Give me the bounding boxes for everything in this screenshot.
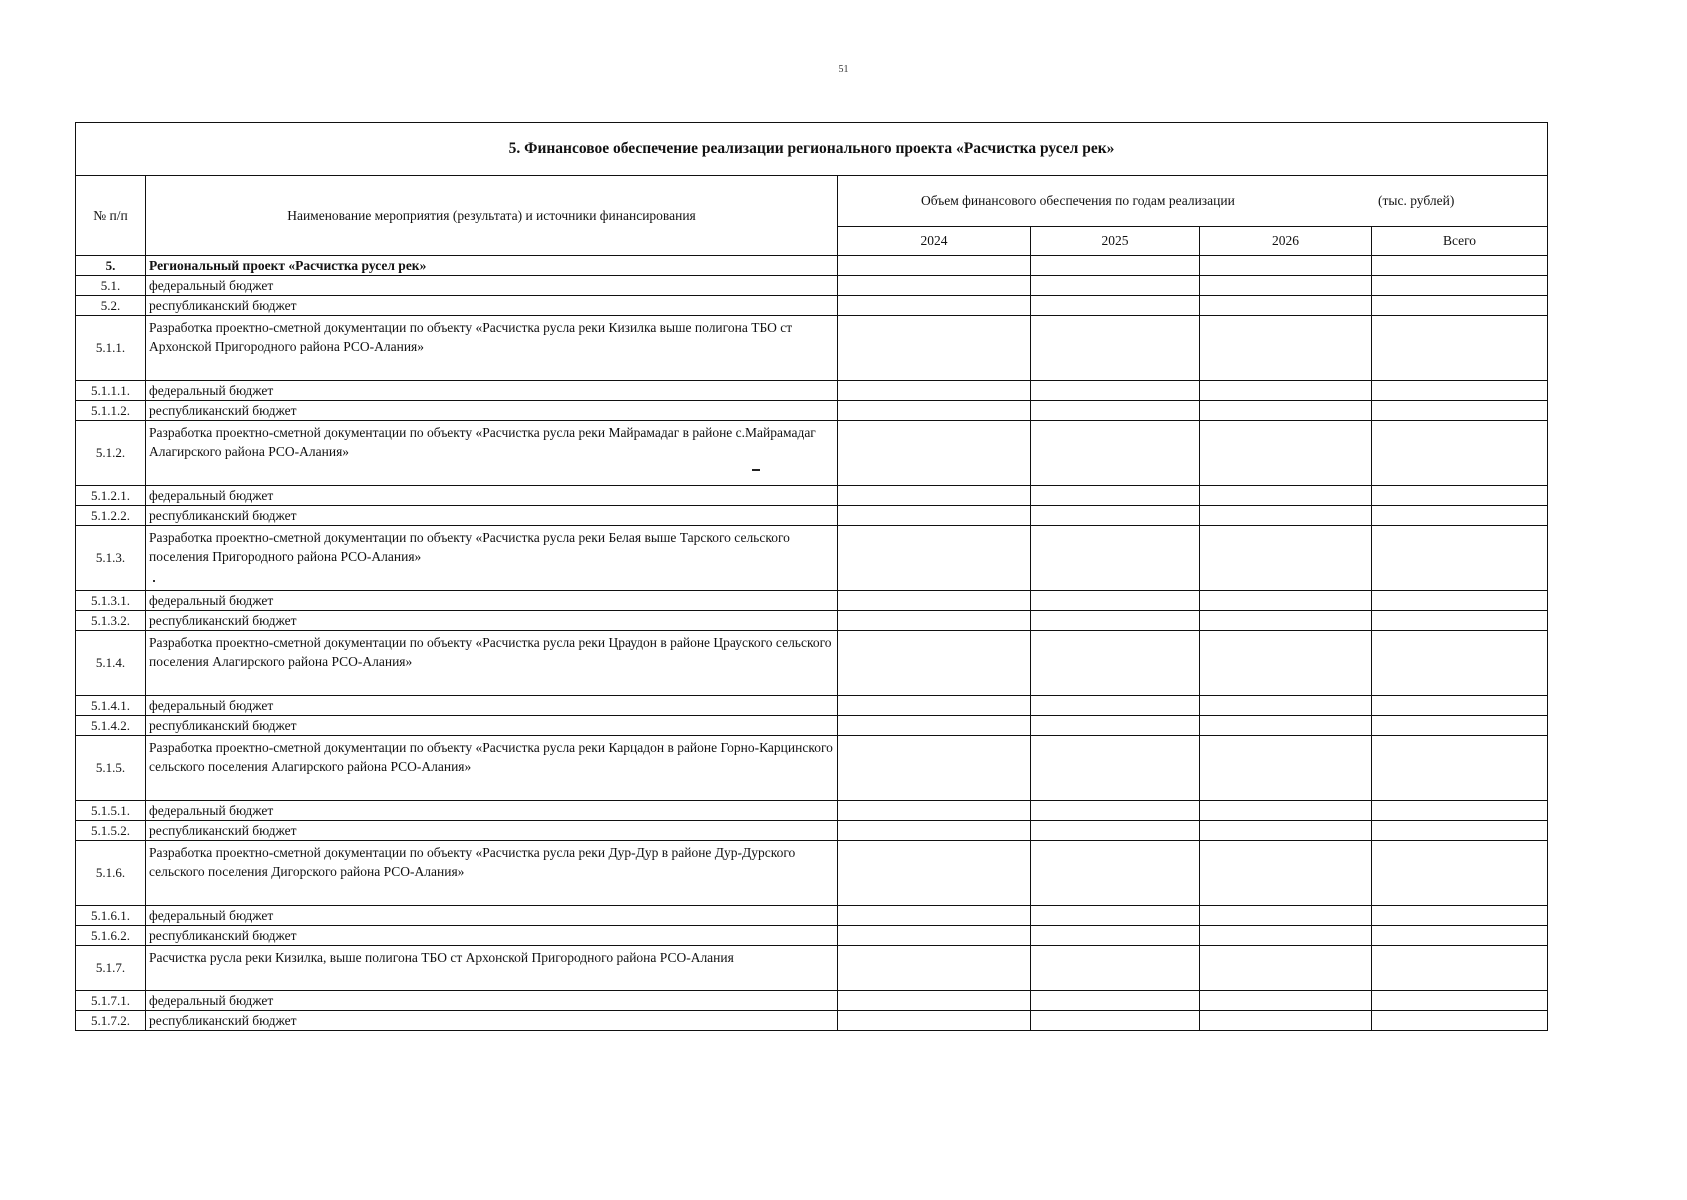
cell-total [1372, 946, 1548, 991]
row-number: 5. [76, 256, 146, 276]
row-name: республиканский бюджет [146, 1011, 838, 1031]
cell-2026 [1200, 401, 1372, 421]
table-row [76, 486, 1548, 506]
row-number: 5.1.4. [76, 631, 146, 696]
cell-2025 [1031, 716, 1200, 736]
table-row [76, 316, 1548, 381]
table-row [76, 381, 1548, 401]
cell-2025 [1031, 906, 1200, 926]
cell-2026 [1200, 296, 1372, 316]
table-row [76, 906, 1548, 926]
cell-2024 [838, 401, 1031, 421]
row-name: Расчистка русла реки Кизилка, выше полигона ТБО ст Архонской Пригородного района РСО-Алания [146, 946, 838, 991]
table-row [76, 841, 1548, 906]
row-number: 5.1.1. [76, 316, 146, 381]
row-name: федеральный бюджет [146, 801, 838, 821]
row-number: 5.1. [76, 276, 146, 296]
row-number: 5.1.4.2. [76, 716, 146, 736]
row-number: 5.1.7.1. [76, 991, 146, 1011]
cell-2024 [838, 1011, 1031, 1031]
table-row [76, 526, 1548, 591]
cell-total [1372, 506, 1548, 526]
cell-2025 [1031, 821, 1200, 841]
cell-total [1372, 736, 1548, 801]
cell-total [1372, 256, 1548, 276]
table-title: 5. Финансовое обеспечение реализации регионального проекта «Расчистка русел рек» [76, 123, 1548, 176]
cell-2026 [1200, 486, 1372, 506]
cell-2024 [838, 421, 1031, 486]
cell-2026 [1200, 421, 1372, 486]
cell-total [1372, 381, 1548, 401]
cell-2025 [1031, 946, 1200, 991]
row-number: 5.2. [76, 296, 146, 316]
cell-total [1372, 926, 1548, 946]
cell-2026 [1200, 276, 1372, 296]
row-name: федеральный бюджет [146, 591, 838, 611]
financing-table-wrap [75, 122, 1547, 1031]
table-row [76, 946, 1548, 991]
cell-2025 [1031, 736, 1200, 801]
cell-2025 [1031, 381, 1200, 401]
row-number: 5.1.6. [76, 841, 146, 906]
cell-2024 [838, 381, 1031, 401]
cell-2026 [1200, 526, 1372, 591]
cell-total [1372, 906, 1548, 926]
cell-2026 [1200, 506, 1372, 526]
row-name: Разработка проектно-сметной документации по объекту «Расчистка русла реки Майрамадаг в районе с.Майрамадаг Алагирского района РСО-Алания» [146, 421, 838, 486]
cell-2026 [1200, 1011, 1372, 1031]
row-number: 5.1.2.2. [76, 506, 146, 526]
cell-2025 [1031, 801, 1200, 821]
table-row [76, 611, 1548, 631]
cell-2026 [1200, 991, 1372, 1011]
cell-total [1372, 716, 1548, 736]
cell-2025 [1031, 926, 1200, 946]
cell-2025 [1031, 276, 1200, 296]
cell-2025 [1031, 486, 1200, 506]
cell-2025 [1031, 401, 1200, 421]
cell-2026 [1200, 611, 1372, 631]
cell-2026 [1200, 926, 1372, 946]
col-number-header: № п/п [76, 176, 146, 256]
cell-2024 [838, 276, 1031, 296]
cell-2024 [838, 716, 1031, 736]
table-row [76, 256, 1548, 276]
row-name: республиканский бюджет [146, 926, 838, 946]
cell-2025 [1031, 506, 1200, 526]
table-row [76, 696, 1548, 716]
cell-total [1372, 631, 1548, 696]
row-number: 5.1.2. [76, 421, 146, 486]
table-row [76, 991, 1548, 1011]
cell-2024 [838, 946, 1031, 991]
cell-2024 [838, 316, 1031, 381]
row-number: 5.1.1.1. [76, 381, 146, 401]
cell-total [1372, 421, 1548, 486]
row-name: Разработка проектно-сметной документации по объекту «Расчистка русла реки Карцадон в районе Горно-Карцинского сельского поселения Алагирского района РСО-Алания» [146, 736, 838, 801]
table-row [76, 736, 1548, 801]
cell-total [1372, 841, 1548, 906]
cell-2026 [1200, 696, 1372, 716]
cell-total [1372, 821, 1548, 841]
volume-header-text: Объем финансового обеспечения по годам реализации [921, 193, 1235, 208]
cell-2026 [1200, 906, 1372, 926]
cell-total [1372, 486, 1548, 506]
cell-2025 [1031, 591, 1200, 611]
cell-2026 [1200, 381, 1372, 401]
row-number: 5.1.4.1. [76, 696, 146, 716]
cell-total [1372, 276, 1548, 296]
table-row [76, 821, 1548, 841]
cell-2025 [1031, 841, 1200, 906]
cell-2026 [1200, 946, 1372, 991]
row-name: республиканский бюджет [146, 716, 838, 736]
col-name-header: Наименование мероприятия (результата) и источники финансирования [146, 176, 838, 256]
row-name: федеральный бюджет [146, 696, 838, 716]
col-volume-header [838, 176, 1548, 227]
row-name: Разработка проектно-сметной документации по объекту «Расчистка русла реки Кизилка выше полигона ТБО ст Архонской Пригородного района РСО-Алания» [146, 316, 838, 381]
row-name: республиканский бюджет [146, 401, 838, 421]
cell-2024 [838, 906, 1031, 926]
cell-2026 [1200, 256, 1372, 276]
table-row [76, 926, 1548, 946]
row-name: республиканский бюджет [146, 611, 838, 631]
year-header-2024: 2024 [838, 227, 1031, 256]
row-name: федеральный бюджет [146, 486, 838, 506]
row-number: 5.1.7. [76, 946, 146, 991]
cell-total [1372, 801, 1548, 821]
cell-2024 [838, 506, 1031, 526]
cell-2026 [1200, 801, 1372, 821]
cell-total [1372, 991, 1548, 1011]
row-number: 5.1.5.1. [76, 801, 146, 821]
row-number: 5.1.3.2. [76, 611, 146, 631]
cell-total [1372, 591, 1548, 611]
cell-2024 [838, 696, 1031, 716]
row-number: 5.1.6.1. [76, 906, 146, 926]
cell-2024 [838, 486, 1031, 506]
cell-2025 [1031, 1011, 1200, 1031]
table-row [76, 401, 1548, 421]
cell-total [1372, 1011, 1548, 1031]
cell-2025 [1031, 526, 1200, 591]
table-row [76, 591, 1548, 611]
cell-total [1372, 316, 1548, 381]
cell-2026 [1200, 316, 1372, 381]
row-name: Разработка проектно-сметной документации по объекту «Расчистка русла реки Дур-Дур в районе Дур-Дурского сельского поселения Дигорского района РСО-Алания» [146, 841, 838, 906]
row-name: республиканский бюджет [146, 821, 838, 841]
table-row [76, 801, 1548, 821]
cell-2026 [1200, 631, 1372, 696]
cell-total [1372, 296, 1548, 316]
cell-2025 [1031, 421, 1200, 486]
cell-2024 [838, 801, 1031, 821]
table-row [76, 716, 1548, 736]
cell-2026 [1200, 716, 1372, 736]
year-header-2025: 2025 [1031, 227, 1200, 256]
year-header-total: Всего [1372, 227, 1548, 256]
row-number: 5.1.6.2. [76, 926, 146, 946]
row-name: федеральный бюджет [146, 381, 838, 401]
cell-total [1372, 401, 1548, 421]
row-number: 5.1.3.1. [76, 591, 146, 611]
cell-2025 [1031, 696, 1200, 716]
cell-2024 [838, 926, 1031, 946]
cell-2024 [838, 591, 1031, 611]
volume-unit-text: (тыс. рублей) [1378, 193, 1455, 208]
table-row [76, 506, 1548, 526]
scan-dot [153, 580, 155, 582]
cell-total [1372, 611, 1548, 631]
financing-table [75, 122, 1548, 1031]
cell-2026 [1200, 591, 1372, 611]
table-row [76, 421, 1548, 486]
table-row [76, 296, 1548, 316]
cell-2026 [1200, 736, 1372, 801]
cell-2024 [838, 526, 1031, 591]
row-number: 5.1.3. [76, 526, 146, 591]
cell-2024 [838, 821, 1031, 841]
row-name: республиканский бюджет [146, 296, 838, 316]
cell-total [1372, 526, 1548, 591]
cell-total [1372, 696, 1548, 716]
table-row [76, 631, 1548, 696]
cell-2024 [838, 631, 1031, 696]
cell-2026 [1200, 821, 1372, 841]
row-name: федеральный бюджет [146, 991, 838, 1011]
row-number: 5.1.5. [76, 736, 146, 801]
table-row [76, 276, 1548, 296]
row-number: 5.1.5.2. [76, 821, 146, 841]
table-row [76, 1011, 1548, 1031]
cell-2024 [838, 256, 1031, 276]
row-name: Разработка проектно-сметной документации по объекту «Расчистка русла реки Цраудон в районе Црауского сельского поселения Алагирского района РСО-Алания» [146, 631, 838, 696]
row-name: Региональный проект «Расчистка русел рек» [146, 256, 838, 276]
cell-2025 [1031, 256, 1200, 276]
cell-2024 [838, 736, 1031, 801]
cell-2024 [838, 611, 1031, 631]
year-header-2026: 2026 [1200, 227, 1372, 256]
row-number: 5.1.1.2. [76, 401, 146, 421]
cell-2025 [1031, 611, 1200, 631]
row-number: 5.1.7.2. [76, 1011, 146, 1031]
scan-mark [752, 469, 760, 471]
cell-2026 [1200, 841, 1372, 906]
row-number: 5.1.2.1. [76, 486, 146, 506]
cell-2025 [1031, 631, 1200, 696]
row-name: Разработка проектно-сметной документации по объекту «Расчистка русла реки Белая выше Тарского сельского поселения Пригородного района РСО-Алания» [146, 526, 838, 591]
page-number: 51 [838, 64, 849, 75]
cell-2025 [1031, 316, 1200, 381]
cell-2025 [1031, 991, 1200, 1011]
cell-2024 [838, 841, 1031, 906]
row-name: федеральный бюджет [146, 906, 838, 926]
row-name: республиканский бюджет [146, 506, 838, 526]
cell-2025 [1031, 296, 1200, 316]
row-name: федеральный бюджет [146, 276, 838, 296]
cell-2024 [838, 296, 1031, 316]
cell-2024 [838, 991, 1031, 1011]
